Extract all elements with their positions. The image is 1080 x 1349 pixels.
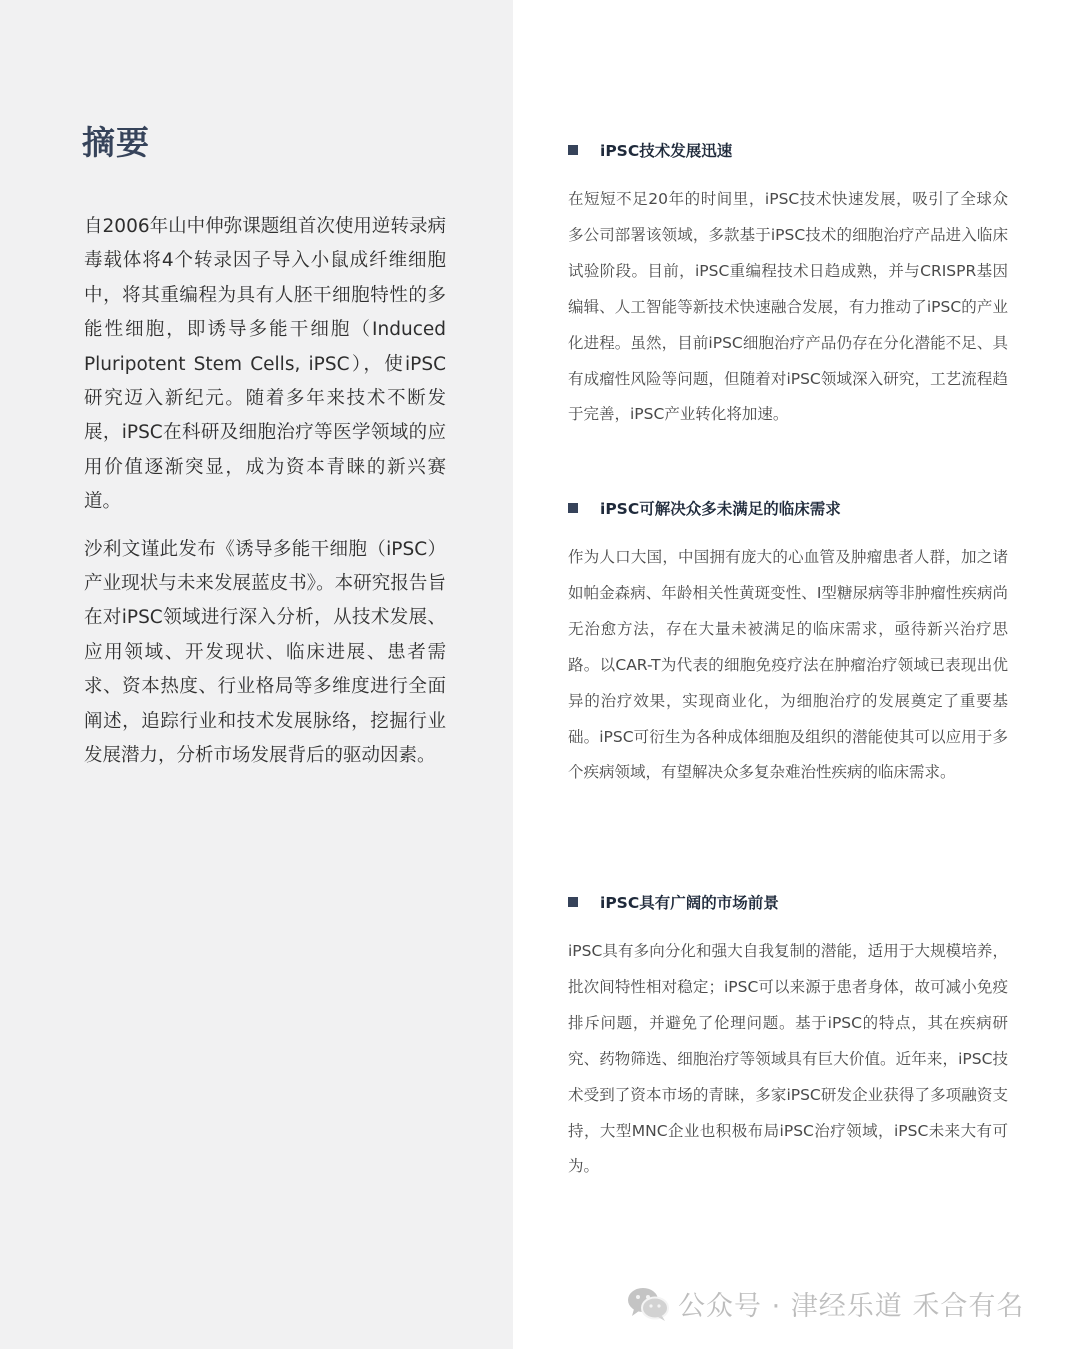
section-title: iPSC可解决众多未满足的临床需求 (600, 500, 841, 518)
section-heading (568, 138, 1008, 162)
section-title: iPSC具有广阔的市场前景 (600, 894, 779, 912)
page-title: 摘要 (82, 123, 150, 162)
square-bullet-icon (568, 897, 578, 907)
summary-text (84, 210, 446, 787)
section-body: 在短短不足20年的时间里，iPSC技术快速发展，吸引了全球众多公司部署该领域，多款基于iPSC技术的细胞治疗产品进入临床试验阶段。目前，iPSC重编程技术日趋成熟，并与CRISPR基因编辑、人工智能等新技术快速融合发展，有力推动了iPSC的产业化进程。虽然，目前iPSC细胞治疗产品仍存在分化潜能不足、具有成瘤性风险等问题，但随着对iPSC领域深入研究，工艺流程趋于完善，iPSC产业转化将加速。 (568, 190, 1008, 424)
summary-paragraph-2: 沙利文谨此发布《诱导多能干细胞（iPSC）产业现状与未来发展蓝皮书》。本研究报告旨在对iPSC领域进行深入分析，从技术发展、应用领域、开发现状、临床进展、患者需求、资本热度、行业格局等多维度进行全面阐述，追踪行业和技术发展脉络，挖掘行业发展潜力，分析市场发展背后的驱动因素。 (84, 538, 446, 767)
section-heading (568, 890, 1008, 914)
watermark (626, 1284, 1024, 1323)
section-clinical-needs (568, 496, 1008, 791)
section-title: iPSC技术发展迅速 (600, 142, 733, 160)
section-tech-development (568, 138, 1008, 433)
wechat-icon (626, 1285, 670, 1323)
section-heading (568, 496, 1008, 520)
section-market-prospects (568, 890, 1008, 1185)
watermark-text: 公众号 · 津经乐道 禾合有名 (678, 1291, 1025, 1322)
summary-paragraph-1: 自2006年山中伸弥课题组首次使用逆转录病毒载体将4个转录因子导入小鼠成纤维细胞中，将其重编程为具有人胚干细胞特性的多能性细胞，即诱导多能干细胞（Induced Pluripotent Stem Cells, iPSC），使iPSC研究迈入新纪元。随着多年来技术不断发展，iPSC在科研及细胞治疗等医学领域的应用价值逐渐突显，成为资本青睐的新兴赛道。 (84, 216, 446, 513)
square-bullet-icon (568, 145, 578, 155)
section-body: 作为人口大国，中国拥有庞大的心血管及肿瘤患者人群，加之诸如帕金森病、年龄相关性黄斑变性、Ⅰ型糖尿病等非肿瘤性疾病尚无治愈方法，存在大量未被满足的临床需求，亟待新兴治疗思路。以CAR-T为代表的细胞免疫疗法在肿瘤治疗领域已表现出优异的治疗效果，实现商业化，为细胞治疗的发展奠定了重要基础。iPSC可衍生为各种成体细胞及组织的潜能使其可以应用于多个疾病领域，有望解决众多复杂难治性疾病的临床需求。 (568, 548, 1008, 782)
square-bullet-icon (568, 503, 578, 513)
section-body: iPSC具有多向分化和强大自我复制的潜能，适用于大规模培养，批次间特性相对稳定；iPSC可以来源于患者身体，故可减小免疫排斥问题，并避免了伦理问题。基于iPSC的特点，其在疾病研究、药物筛选、细胞治疗等领域具有巨大价值。近年来，iPSC技术受到了资本市场的青睐，多家iPSC研发企业获得了多项融资支持，大型MNC企业也积极布局iPSC治疗领域，iPSC未来大有可为。 (568, 942, 1008, 1176)
